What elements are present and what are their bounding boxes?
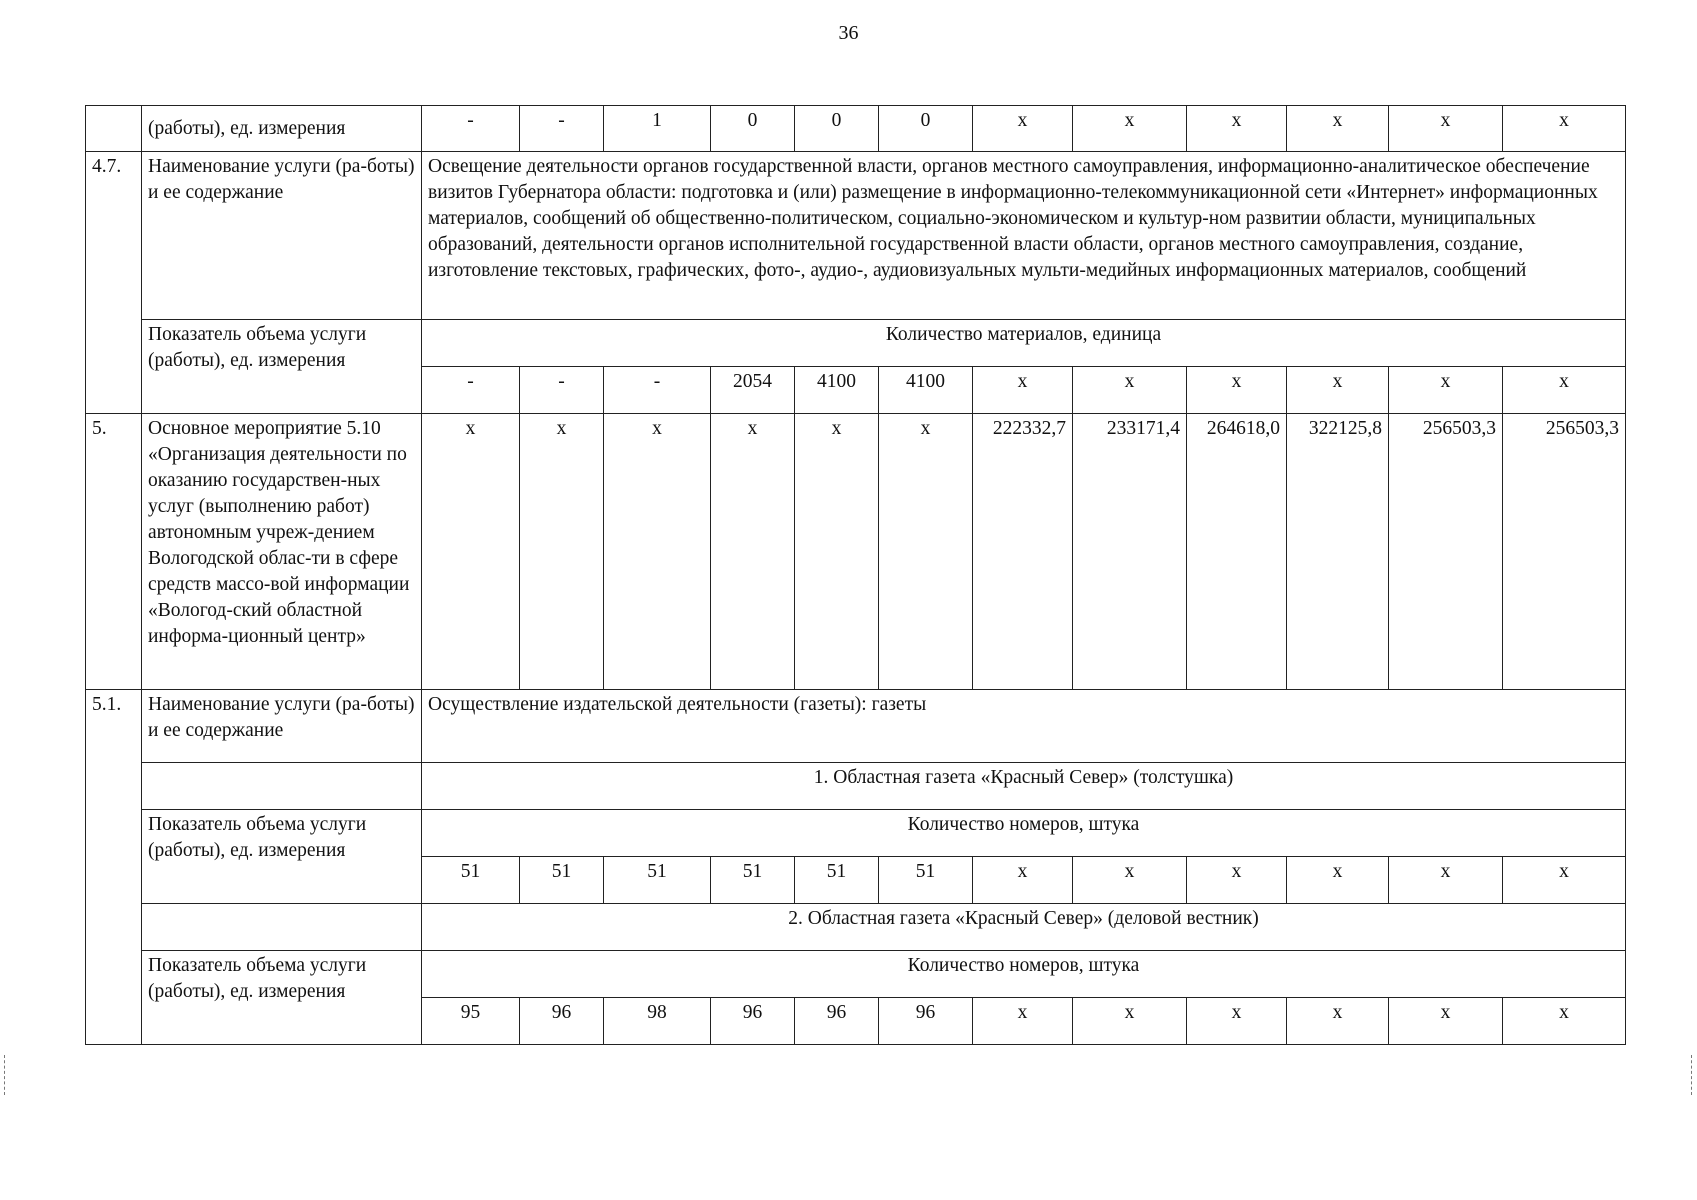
value-cell: х: [1187, 857, 1287, 904]
value-cell: -: [520, 367, 604, 414]
empty-cell: [142, 763, 422, 810]
value-cell: 96: [795, 998, 879, 1045]
value-cell: х: [1503, 998, 1626, 1045]
value-cell: 256503,3: [1503, 414, 1626, 690]
section-number: 5.: [86, 414, 142, 690]
indicator-label: Показатель объема услуги (работы), ед. измерения: [142, 951, 422, 1045]
page-number: 36: [838, 22, 859, 44]
value-cell: х: [1187, 367, 1287, 414]
value-cell: 4100: [879, 367, 973, 414]
value-cell: х: [1389, 367, 1503, 414]
value-cell: х: [422, 414, 520, 690]
service-name-label: Наименование услуги (ра-боты) и ее содержание: [142, 152, 422, 320]
value-cell: 51: [795, 857, 879, 904]
value-cell: х: [973, 367, 1073, 414]
value-cell: х: [1287, 857, 1389, 904]
value-cell: х: [1287, 367, 1389, 414]
subsection-title: 1. Областная газета «Красный Север» (толстушка): [422, 763, 1626, 810]
indicator-label: Показатель объема услуги (работы), ед. измерения: [142, 810, 422, 904]
value-cell: х: [1187, 998, 1287, 1045]
document-table: [85, 105, 1626, 1045]
indicator-unit: Количество номеров, штука: [422, 810, 1626, 857]
value-cell: х: [973, 106, 1073, 152]
value-cell: 0: [795, 106, 879, 152]
value-cell: х: [1503, 367, 1626, 414]
value-cell: х: [1389, 998, 1503, 1045]
value-cell: 0: [879, 106, 973, 152]
value-cell: х: [1503, 106, 1626, 152]
value-cell: 51: [879, 857, 973, 904]
section-number: 5.1.: [86, 690, 142, 1045]
scan-edge-mark: [1691, 1055, 1693, 1095]
value-cell: х: [973, 857, 1073, 904]
value-cell: х: [520, 414, 604, 690]
value-cell: х: [1287, 106, 1389, 152]
table-row: [86, 106, 1626, 152]
value-cell: х: [973, 998, 1073, 1045]
indicator-unit: Количество номеров, штука: [422, 951, 1626, 998]
service-description: Освещение деятельности органов государственной власти, органов местного самоуправления, информационно-аналитическое обеспечение визитов Губернатора области: подготовка и (или) размещение в информационно-телекоммуникационной сети «Интернет» информационных материалов, сообщений об общественно-политическом, социально-экономическом и культур-ном развитии области, муниципальных образований, деятельности органов исполнительной государственной власти области, органов местного самоуправления, создание, изготовление текстовых, графических, фото-, аудио-, аудиовизуальных мульти-медийных информационных материалов, сообщений: [422, 152, 1626, 320]
value-cell: 98: [604, 998, 711, 1045]
section-number: 4.7.: [86, 152, 142, 414]
table-row: [86, 690, 1626, 763]
value-cell: 96: [520, 998, 604, 1045]
value-cell: х: [1503, 857, 1626, 904]
value-cell: -: [604, 367, 711, 414]
value-cell: 51: [711, 857, 795, 904]
service-name-label: Наименование услуги (ра-боты) и ее содержание: [142, 690, 422, 763]
value-cell: 222332,7: [973, 414, 1073, 690]
indicator-label: Показатель объема услуги (работы), ед. измерения: [142, 320, 422, 414]
subsection-title: 2. Областная газета «Красный Север» (деловой вестник): [422, 904, 1626, 951]
table-row: [86, 414, 1626, 690]
scan-edge-mark: [4, 1055, 6, 1095]
value-cell: -: [520, 106, 604, 152]
value-cell: х: [604, 414, 711, 690]
value-cell: х: [1073, 367, 1187, 414]
value-cell: 233171,4: [1073, 414, 1187, 690]
value-cell: х: [1073, 106, 1187, 152]
table-row: [86, 951, 1626, 998]
value-cell: 322125,8: [1287, 414, 1389, 690]
service-description: Осуществление издательской деятельности (газеты): газеты: [422, 690, 1626, 763]
value-cell: х: [1389, 857, 1503, 904]
value-cell: -: [422, 367, 520, 414]
value-cell: 95: [422, 998, 520, 1045]
value-cell: х: [1073, 857, 1187, 904]
table-row: [86, 810, 1626, 857]
value-cell: х: [795, 414, 879, 690]
empty-cell: [142, 904, 422, 951]
value-cell: 4100: [795, 367, 879, 414]
activity-label: Основное мероприятие 5.10 «Организация деятельности по оказанию государствен-ных услуг (выполнению работ) автономным учреж-дением Вологодской облас-ти в сфере средств массо-вой информации «Вологод-ский областной информа-ционный центр»: [142, 414, 422, 690]
value-cell: 51: [422, 857, 520, 904]
indicator-unit: Количество материалов, единица: [422, 320, 1626, 367]
value-cell: 0: [711, 106, 795, 152]
row-label: (работы), ед. измерения: [142, 106, 422, 152]
value-cell: х: [1389, 106, 1503, 152]
value-cell: 256503,3: [1389, 414, 1503, 690]
table-row: [86, 320, 1626, 367]
value-cell: 1: [604, 106, 711, 152]
value-cell: х: [1187, 106, 1287, 152]
value-cell: 96: [879, 998, 973, 1045]
value-cell: 2054: [711, 367, 795, 414]
value-cell: х: [1073, 998, 1187, 1045]
value-cell: х: [879, 414, 973, 690]
value-cell: -: [422, 106, 520, 152]
table-row: [86, 763, 1626, 810]
number-cell: [86, 106, 142, 152]
value-cell: 96: [711, 998, 795, 1045]
value-cell: х: [1287, 998, 1389, 1045]
value-cell: х: [711, 414, 795, 690]
value-cell: 264618,0: [1187, 414, 1287, 690]
value-cell: 51: [604, 857, 711, 904]
value-cell: 51: [520, 857, 604, 904]
table-row: [86, 152, 1626, 320]
table-row: [86, 904, 1626, 951]
